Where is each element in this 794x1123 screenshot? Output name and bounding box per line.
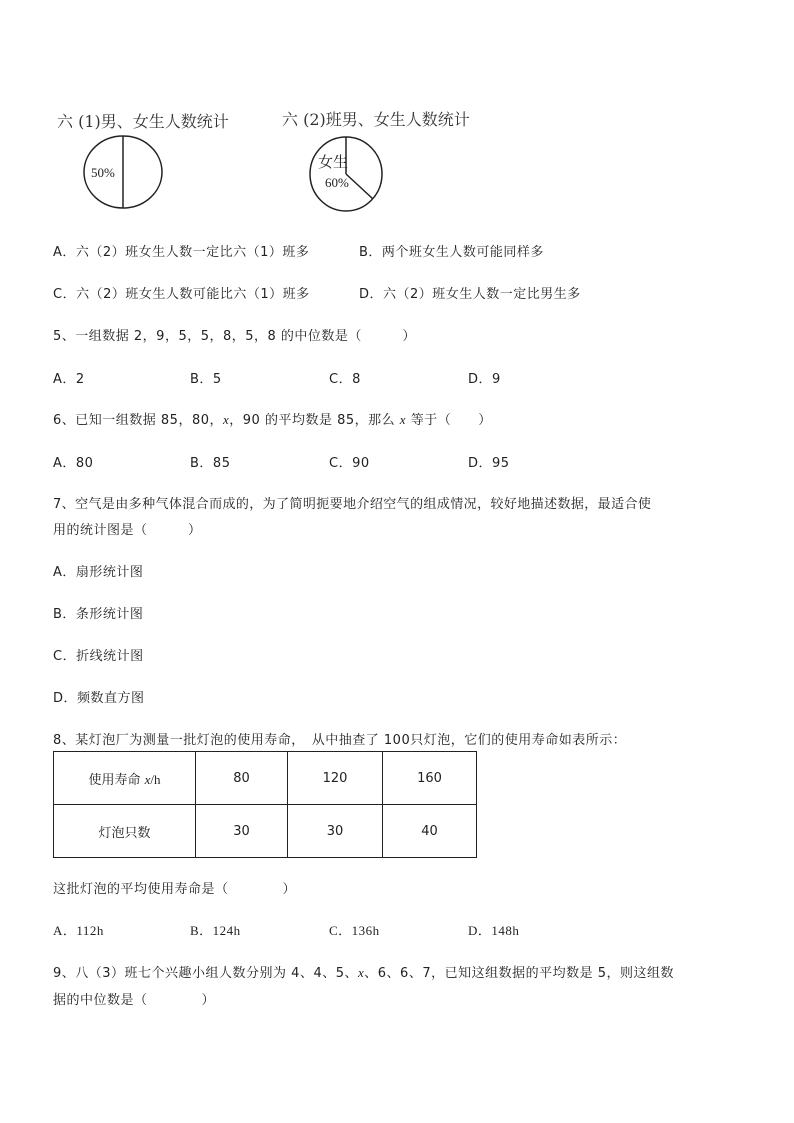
q8-cell: 40 [383, 805, 477, 858]
q8-stem: 8、某灯泡厂为测量一批灯泡的使用寿命， 从中抽查了 100只灯泡，它们的使用寿命如表所示： [53, 733, 627, 748]
q5-option-c: C．8 [329, 372, 361, 387]
q8-cell: 30 [288, 805, 383, 858]
q8-option-a: A．112h [53, 923, 104, 938]
q4-option-c: C．六（2）班女生人数可能比六（1）班多 [53, 287, 310, 302]
chart2-pie [308, 135, 386, 215]
q4-option-a: A．六（2）班女生人数一定比六（1）班多 [53, 245, 310, 260]
q8-row2-label: 灯泡只数 [54, 805, 196, 858]
chart1-label: 50% [91, 165, 115, 180]
q6-stem-post: ，90 的平均数是 85，那么 [229, 413, 396, 428]
q5-option-b: B．5 [190, 372, 222, 387]
q8-row1-label-text: 使用寿命 [88, 772, 141, 788]
q8-option-c: C．136h [329, 923, 380, 938]
q9-var: x [358, 965, 365, 980]
q6-option-c: C．90 [329, 456, 370, 471]
q4-option-b: B．两个班女生人数可能同样多 [359, 245, 544, 260]
q5-option-a: A．2 [53, 372, 85, 387]
chart2-title: 六 (2)班男、女生人数统计 [282, 110, 470, 129]
q7-option-d: D．频数直方图 [53, 691, 145, 706]
q8-row1-unit: /h [150, 771, 161, 787]
q7-stem-line2: 用的统计图是（ ） [53, 523, 202, 538]
q6-option-a: A．80 [53, 456, 94, 471]
chart2-radius-slice [346, 174, 373, 199]
q9-stem-pre: 9、八（3）班七个兴趣小组人数分别为 4、4、5、 [53, 966, 358, 981]
q8-cell: 80 [196, 752, 288, 805]
q8-row1-var: x [144, 771, 151, 787]
q6-stem-pre: 6、已知一组数据 85，80， [53, 413, 223, 428]
q8-cell: 120 [288, 752, 383, 805]
q8-question: 这批灯泡的平均使用寿命是（ ） [53, 882, 297, 897]
q6-option-b: B．85 [190, 456, 231, 471]
q9-stem-line2: 据的中位数是（ ） [53, 993, 216, 1008]
chart1-title: 六 (1)男、女生人数统计 [57, 112, 229, 131]
chart2-label-pct: 60% [325, 175, 349, 190]
q4-option-d: D．六（2）班女生人数一定比男生多 [359, 287, 581, 302]
table-row [54, 805, 477, 858]
q6-stem-end: 等于（ ） [410, 413, 492, 428]
q7-option-a: A．扇形统计图 [53, 565, 144, 580]
chart2-label-name: 女生 [318, 153, 349, 171]
q8-table [53, 751, 477, 858]
q9-stem-post: 、6、6、7，已知这组数据的平均数是 5，则这组数 [364, 966, 674, 981]
q7-stem-line1: 7、空气是由多种气体混合而成的，为了简明扼要地介绍空气的组成情况，较好地描述数据，最适合使 [53, 497, 652, 512]
q7-option-b: B．条形统计图 [53, 607, 144, 622]
q6-var2: x [399, 412, 407, 427]
q8-option-b: B．124h [190, 923, 241, 938]
q6-stem [53, 409, 492, 428]
q8-option-d: D．148h [468, 923, 520, 938]
q7-option-c: C．折线统计图 [53, 649, 144, 664]
q6-var: x [223, 412, 230, 427]
q8-cell: 160 [383, 752, 477, 805]
q6-option-d: D．95 [468, 456, 510, 471]
q5-stem: 5、一组数据 2，9，5，5，8，5，8 的中位数是（ ） [53, 329, 416, 344]
q8-row1-label [54, 752, 196, 805]
table-row [54, 752, 477, 805]
q9-stem-line1 [53, 962, 674, 981]
q5-option-d: D．9 [468, 372, 501, 387]
chart1-pie [82, 134, 164, 210]
q8-cell: 30 [196, 805, 288, 858]
